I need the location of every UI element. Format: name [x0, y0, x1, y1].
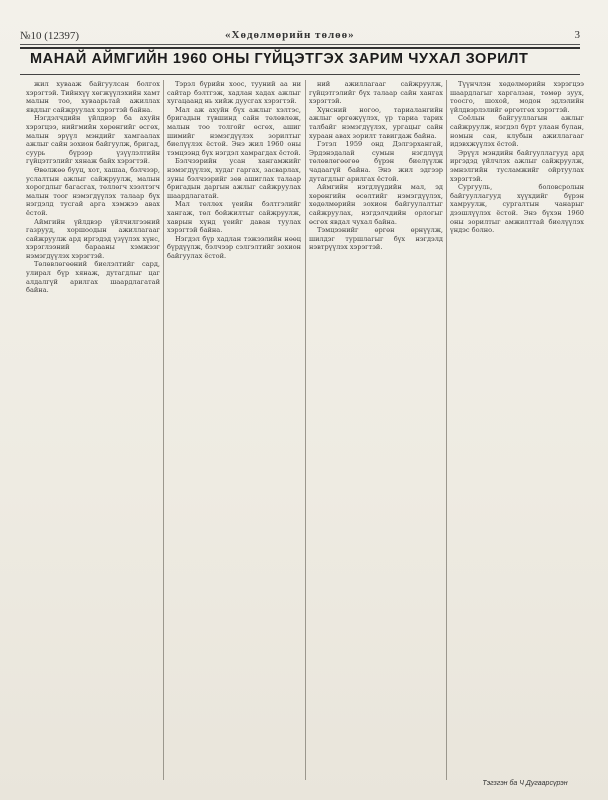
paragraph: Өвөлжөө бууц, хот, хашаа, бэлчээр, услалтын ажлыг сайжруулж, малын хорогдлыг багасгах, төллөгч хээлтэгч малын тоог нэмэгдүүлэх талаар бүх нэгдэлд тусгай арга хэмжээ авах ёстой.	[26, 165, 160, 217]
column-4	[450, 80, 584, 780]
column-1	[26, 80, 160, 780]
paragraph: Нэгдэлчдийн үйлдвэр ба ахуйн хэрэгцээ, нийгмийн хөрөнгийг өсгөх, малын эрүүл мэндийг хамгаалах ажлыг сайн зохион байгуулж, бригад, суурь бүрээр үзүүлэлтийн гүйцэтгэлийг хянаж байх хэрэгтэй.	[26, 114, 160, 166]
column-divider	[163, 80, 164, 780]
paragraph: Мал төллөх үеийн бэлтгэлийг хангаж, төл бойжилтыг сайжруулж, хаврын хүнд үеийг даван туулах хэрэгтэй байна.	[167, 200, 301, 235]
paragraph: Нэгдэл бүр хадлан тэжээлийн нөөц бүрдүүлж, бэлчээр сэлгэлтийг зохион байгуулах ёстой.	[167, 234, 301, 260]
paragraph: Эрүүл мэндийн байгууллагууд ард иргэдэд үйлчлэх ажлыг сайжруулж, эмнэлгийн тусламжийг ойртуулах хэрэгтэй.	[450, 148, 584, 183]
issue-number: №10 (12397)	[20, 30, 80, 42]
paragraph: Аймгийн нэгдлүүдийн мал, эд хөрөнгийн өсөлтийг нэмэгдүүлэх, хөдөлмөрийн зохион байгуулалтыг сайжруулах, нэгдэлчдийн орлогыг өсгөх явдал чухал байна.	[309, 183, 443, 226]
author-signature: Тэгзгэн ба Ч Дугаарсүрэн	[482, 780, 568, 787]
paragraph: жил хувааж байгуулсан болгох хэрэгтэй. Тийнхүү хөгжүүлэхийн хамт малын тоо, хуваарьтай ажиллах явдлыг сайжруулах хэрэгтэй байна.	[26, 80, 160, 114]
column-3	[309, 80, 443, 780]
paragraph: Мал аж ахуйн бүх ажлыг хэлтэс, бригадын түвшинд сайн төлөвлөж, малын тоо толгойг өсгөх, ашиг шимийг нэмэгдүүлэх зорилтыг биелүүлэх ёстой. Энэ жил 1960 оны тэмцээнд бүх нэгдэл хамрагдах ёстой.	[167, 105, 301, 157]
paragraph: Түүнчлэн хөдөлмөрийн хэрэгцээ шаардлагыг харгалзан, төмөр зуух, тоосго, шохой, модон эдлэлийн үйлдвэрлэлийг өргөтгөх хэрэгтэй.	[450, 80, 584, 114]
top-rule-thick	[20, 47, 580, 49]
column-2	[167, 80, 301, 780]
paragraph: Хүнсний ногоо, тариалангийн ажлыг өргөжүүлэх, үр тариа тарих талбайг нэмэгдүүлэх, ургацыг сайн хураан авах зорилт тавигдаж байна.	[309, 105, 443, 140]
paragraph: Гэтэл 1959 онд Дэлгэрхангай, Эрдэнэдалай сумын нэгдлүүд төлөвлөгөөгөө бүрэн биелүүлж чадаагүй байна. Энэ жил эдгээр дутагдлыг арилгах ёстой.	[309, 140, 443, 183]
top-rule	[20, 44, 580, 45]
paragraph: Төлөвлөгөөний биелэлтийг сард, улирал бүр хянаж, дутагдлыг цаг алдалгүй арилгах шаардлагатай байна.	[26, 260, 160, 295]
newspaper-title: «Хөдөлмөрийн төлөө»	[225, 29, 355, 41]
paragraph: Аймгийн үйлдвэр үйлчилгээний газрууд, хоршоодын ажиллагааг сайжруулж ард иргэдэд үзүүлэх хүнс, хэрэглээний барааны хэмжээг нэмэгдүүлэх хэрэгтэй.	[26, 217, 160, 260]
masthead	[20, 26, 580, 46]
page-number: 3	[574, 29, 580, 41]
column-divider	[305, 80, 306, 780]
paragraph: Тэрэл бүрийн хоос, тууний аа ни сайтар бэлтгэж, хадлан хадах ажлыг хугацаанд нь хийж дуусгах хэрэгтэй.	[167, 80, 301, 106]
paragraph: Сургууль, боловсролын байгууллагууд хүүхдийг бүрэн хамруулж, сургалтын чанарыг дээшлүүлэх ёстой. Энэ бүхэн 1960 оны зорилтыг амжилттай биелүүлэх үндэс болно.	[450, 183, 584, 235]
column-divider	[446, 80, 447, 780]
paragraph: Тэмцээнийг өргөн өрнүүлж, шилдэг туршлагыг бүх нэгдэлд нэвтрүүлэх хэрэгтэй.	[309, 226, 443, 252]
paragraph: ний ажиллагааг сайжруулж, гүйцэтгэлийг бүх талаар сайн хангах хэрэгтэй.	[309, 80, 443, 106]
paragraph: Бэлчээрийн усан хангамжийг нэмэгдүүлэх, худаг гаргах, засварлах, зуны бэлчээрийг зөв ашиглах талаар бригадын даргын ажлыг сайжруулах шаардлагатай.	[167, 157, 301, 200]
headline-rule	[20, 74, 580, 75]
article-headline: МАНАЙ АЙМГИЙН 1960 ОНЫ ГҮЙЦЭТГЭХ ЗАРИМ ЧУХАЛ ЗОРИЛТ	[30, 51, 529, 67]
paragraph: Соёлын байгууллагын ажлыг сайжруулж, нэгдэл бүрт улаан булан, номын сан, клубын ажиллагааг идэвхжүүлэх ёстой.	[450, 114, 584, 149]
